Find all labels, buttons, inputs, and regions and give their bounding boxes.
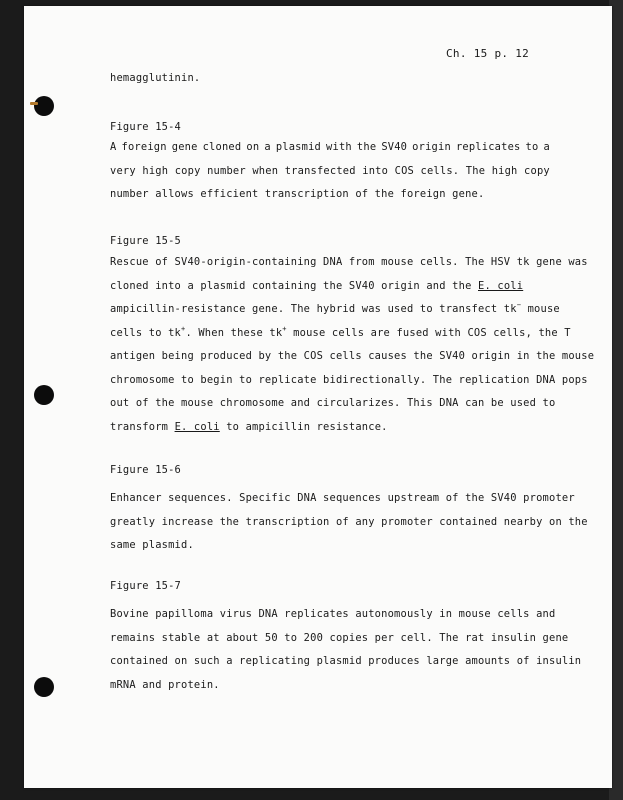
figure-title: Figure 15-5: [110, 235, 182, 247]
figure-caption: [110, 136, 550, 207]
caption-line: antigen being produced by the COS cells causes the SV40 origin in the mouse: [110, 350, 595, 362]
binder-hole-middle: [34, 385, 54, 405]
caption-line: remains stable at about 50 to 200 copies per cell. The rat insulin gene: [110, 631, 569, 644]
caption-line: cloned into a plasmid containing the SV40 origin and the E. coli: [110, 279, 524, 292]
caption-word: into: [362, 164, 389, 177]
caption-line-justified: [110, 160, 550, 184]
binder-hole-bottom: [34, 677, 54, 697]
caption-word: with: [326, 141, 352, 153]
caption-line: contained on such a replicating plasmid produces large amounts of insulin: [110, 655, 582, 667]
caption-line: ampicillin-resistance gene. The hybrid was used to transfect tk− mouse: [110, 301, 560, 315]
figure-caption: [110, 487, 588, 558]
caption-line: Rescue of SV40-origin-containing DNA from mouse cells. The HSV tk gene was: [110, 256, 588, 268]
caption-word: foreign: [121, 141, 167, 153]
caption-word: cells.: [420, 164, 460, 177]
caption-line: greatly increase the transcription of any promoter contained nearby on the: [110, 515, 588, 528]
caption-line: Enhancer sequences. Specific DNA sequences upstream of the SV40 promoter: [110, 492, 575, 504]
caption-word: the: [356, 141, 377, 153]
caption-word: copy: [174, 164, 201, 177]
page-header: Ch. 15 p. 12: [446, 47, 530, 60]
figure-caption: [110, 603, 582, 697]
caption-word: to: [525, 141, 539, 153]
binder-hole-top: [34, 96, 54, 116]
caption-line: out of the mouse chromosome and circularizes. This DNA can be used to: [110, 397, 556, 409]
caption-word: when: [252, 164, 279, 177]
caption-line: transform E. coli to ampicillin resistance.: [110, 420, 388, 433]
caption-word: plasmid: [275, 141, 322, 153]
caption-line: cells to tk+. When these tk+ mouse cells are fused with COS cells, the T: [110, 324, 571, 339]
species-name: E. coli: [174, 420, 220, 433]
caption-word: on: [246, 141, 260, 153]
caption-line-justified: [110, 136, 550, 160]
caption-word: transfected: [284, 164, 356, 177]
caption-line: Bovine papilloma virus DNA replicates autonomously in mouse cells and: [110, 608, 556, 620]
caption-word: The: [465, 164, 486, 177]
caption-word: replicates: [455, 141, 521, 153]
caption-line: number allows efficient transcription of the foreign gene.: [110, 188, 485, 200]
continuation-text: hemagglutinin.: [110, 72, 201, 84]
species-name: E. coli: [478, 279, 524, 292]
caption-word: very: [110, 164, 136, 177]
figure-caption: [110, 251, 595, 439]
paper-mark: [30, 102, 38, 105]
figure-title: Figure 15-6: [110, 464, 182, 476]
caption-word: number: [207, 164, 246, 177]
caption-word: SV40: [381, 141, 408, 153]
caption-word: a: [543, 141, 550, 153]
caption-word: copy: [524, 164, 550, 177]
caption-word: cloned: [202, 141, 242, 153]
caption-word: A: [110, 141, 117, 153]
caption-word: COS: [394, 164, 414, 177]
caption-line: chromosome to begin to replicate bidirectionally. The replication DNA pops: [110, 373, 588, 386]
caption-line: mRNA and protein.: [110, 678, 220, 691]
caption-word: high: [491, 164, 518, 177]
caption-word: high: [142, 164, 169, 177]
caption-word: gene: [171, 141, 198, 153]
caption-line: same plasmid.: [110, 539, 194, 551]
caption-word: a: [264, 141, 271, 153]
figure-title: Figure 15-7: [110, 580, 182, 592]
figure-title: Figure 15-4: [110, 121, 182, 133]
caption-word: origin: [412, 141, 451, 153]
